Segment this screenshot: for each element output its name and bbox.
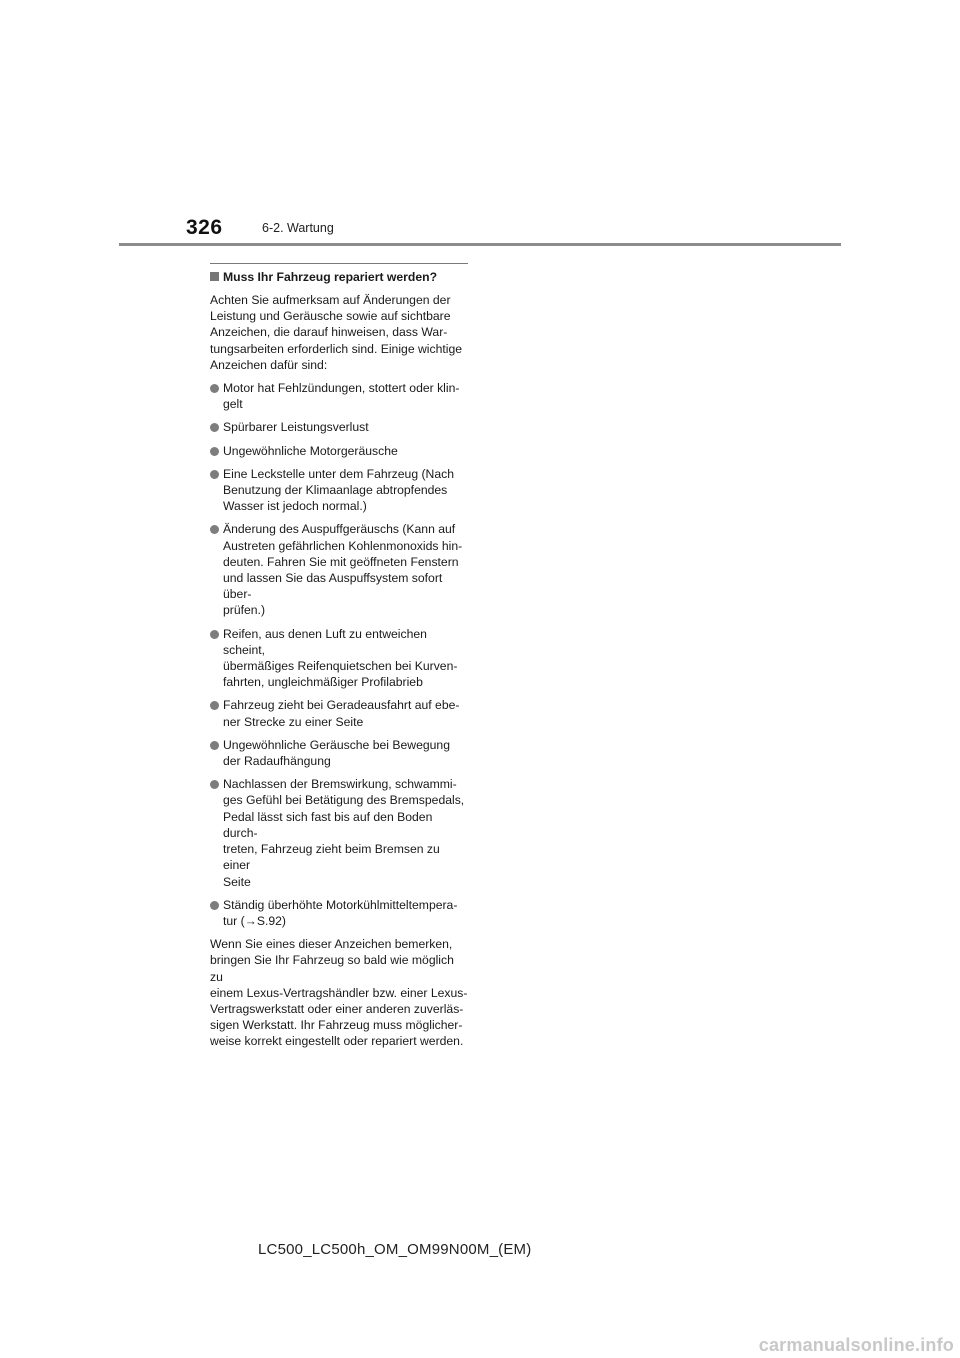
list-item <box>210 521 470 618</box>
bullet-icon <box>210 741 219 750</box>
list-item-text: Reifen, aus denen Luft zu entweichen scheint, übermäßiges Reifenquietschen bei Kurven- fahrten, ungleichmäßiger Profilabrieb <box>223 626 458 690</box>
list-item <box>210 897 470 929</box>
list-item <box>210 380 470 412</box>
watermark: carmanualsonline.info <box>758 1335 954 1355</box>
intro-paragraph: Achten Sie aufmerksam auf Änderungen der Leistung und Geräusche sowie auf sichtbare Anzeichen, die darauf hinweisen, dass War- tungsarbeiten erforderlich sind. Einige wichtige Anzeichen dafür sind: <box>210 293 463 372</box>
list-item-text: Änderung des Auspuffgeräuschs (Kann auf Austreten gefährlichen Kohlenmonoxids hin- deuten. Fahren Sie mit geöffneten Fenstern und lassen Sie das Auspuffsystem sofort über- prüfen.) <box>223 522 463 618</box>
list-item-text: Fahrzeug zieht bei Geradeausfahrt auf ebe- ner Strecke zu einer Seite <box>223 698 460 729</box>
bullet-icon <box>210 470 219 479</box>
list-item <box>210 466 470 515</box>
list-item <box>210 419 470 435</box>
list-item-text: Ungewöhnliche Geräusche bei Bewegung der Radaufhängung <box>223 737 450 769</box>
list-item <box>210 737 470 769</box>
list-item-text: Eine Leckstelle unter dem Fahrzeug (Nach Benutzung der Klimaanlage abtropfendes Wasser ist jedoch normal.) <box>223 466 455 514</box>
page-number: 326 <box>186 216 223 239</box>
list-item <box>210 697 470 729</box>
list-item-text: Ständig überhöhte Motorkühlmitteltempera- tur (→S.92) <box>223 897 458 928</box>
bullet-icon <box>210 630 219 639</box>
bullet-icon <box>210 447 219 456</box>
closing-paragraph: Wenn Sie eines dieser Anzeichen bemerken, bringen Sie Ihr Fahrzeug so bald wie möglich zu einem Lexus-Vertragshändler bzw. einer Lexus- Vertragswerkstatt oder einer anderen zuverläs- sigen Werkstatt. Ihr Fahrzeug muss möglicher- weise korrekt eingestellt oder repariert werden. <box>210 937 468 1049</box>
list-item <box>210 443 470 459</box>
symptom-list <box>210 380 470 929</box>
list-item-text: Nachlassen der Bremswirkung, schwammi- ges Gefühl bei Betätigung des Bremspedals, Pedal lässt sich fast bis auf den Boden durch- treten, Fahrzeug zieht beim Bremsen zu einer Seite <box>223 777 465 889</box>
list-item <box>210 626 470 691</box>
list-item-text: Ungewöhnliche Motorgeräusche <box>223 443 398 458</box>
list-item <box>210 776 470 889</box>
bullet-icon <box>210 901 219 910</box>
heading-divider <box>210 263 468 264</box>
header-divider <box>119 243 841 246</box>
section-title: 6-2. Wartung <box>262 221 334 235</box>
main-content <box>210 263 470 1057</box>
subheading <box>210 269 470 285</box>
bullet-icon <box>210 701 219 710</box>
bullet-icon <box>210 780 219 789</box>
document-code: LC500_LC500h_OM_OM99N00M_(EM) <box>258 1241 532 1258</box>
bullet-icon <box>210 384 219 393</box>
square-icon <box>210 272 219 281</box>
list-item-text: Motor hat Fehlzündungen, stottert oder klin- gelt <box>223 381 460 412</box>
list-item-text: Spürbarer Leistungsverlust <box>223 420 369 435</box>
bullet-icon <box>210 525 219 534</box>
subheading-text: Muss Ihr Fahrzeug repariert werden? <box>223 270 438 284</box>
bullet-icon <box>210 423 219 432</box>
